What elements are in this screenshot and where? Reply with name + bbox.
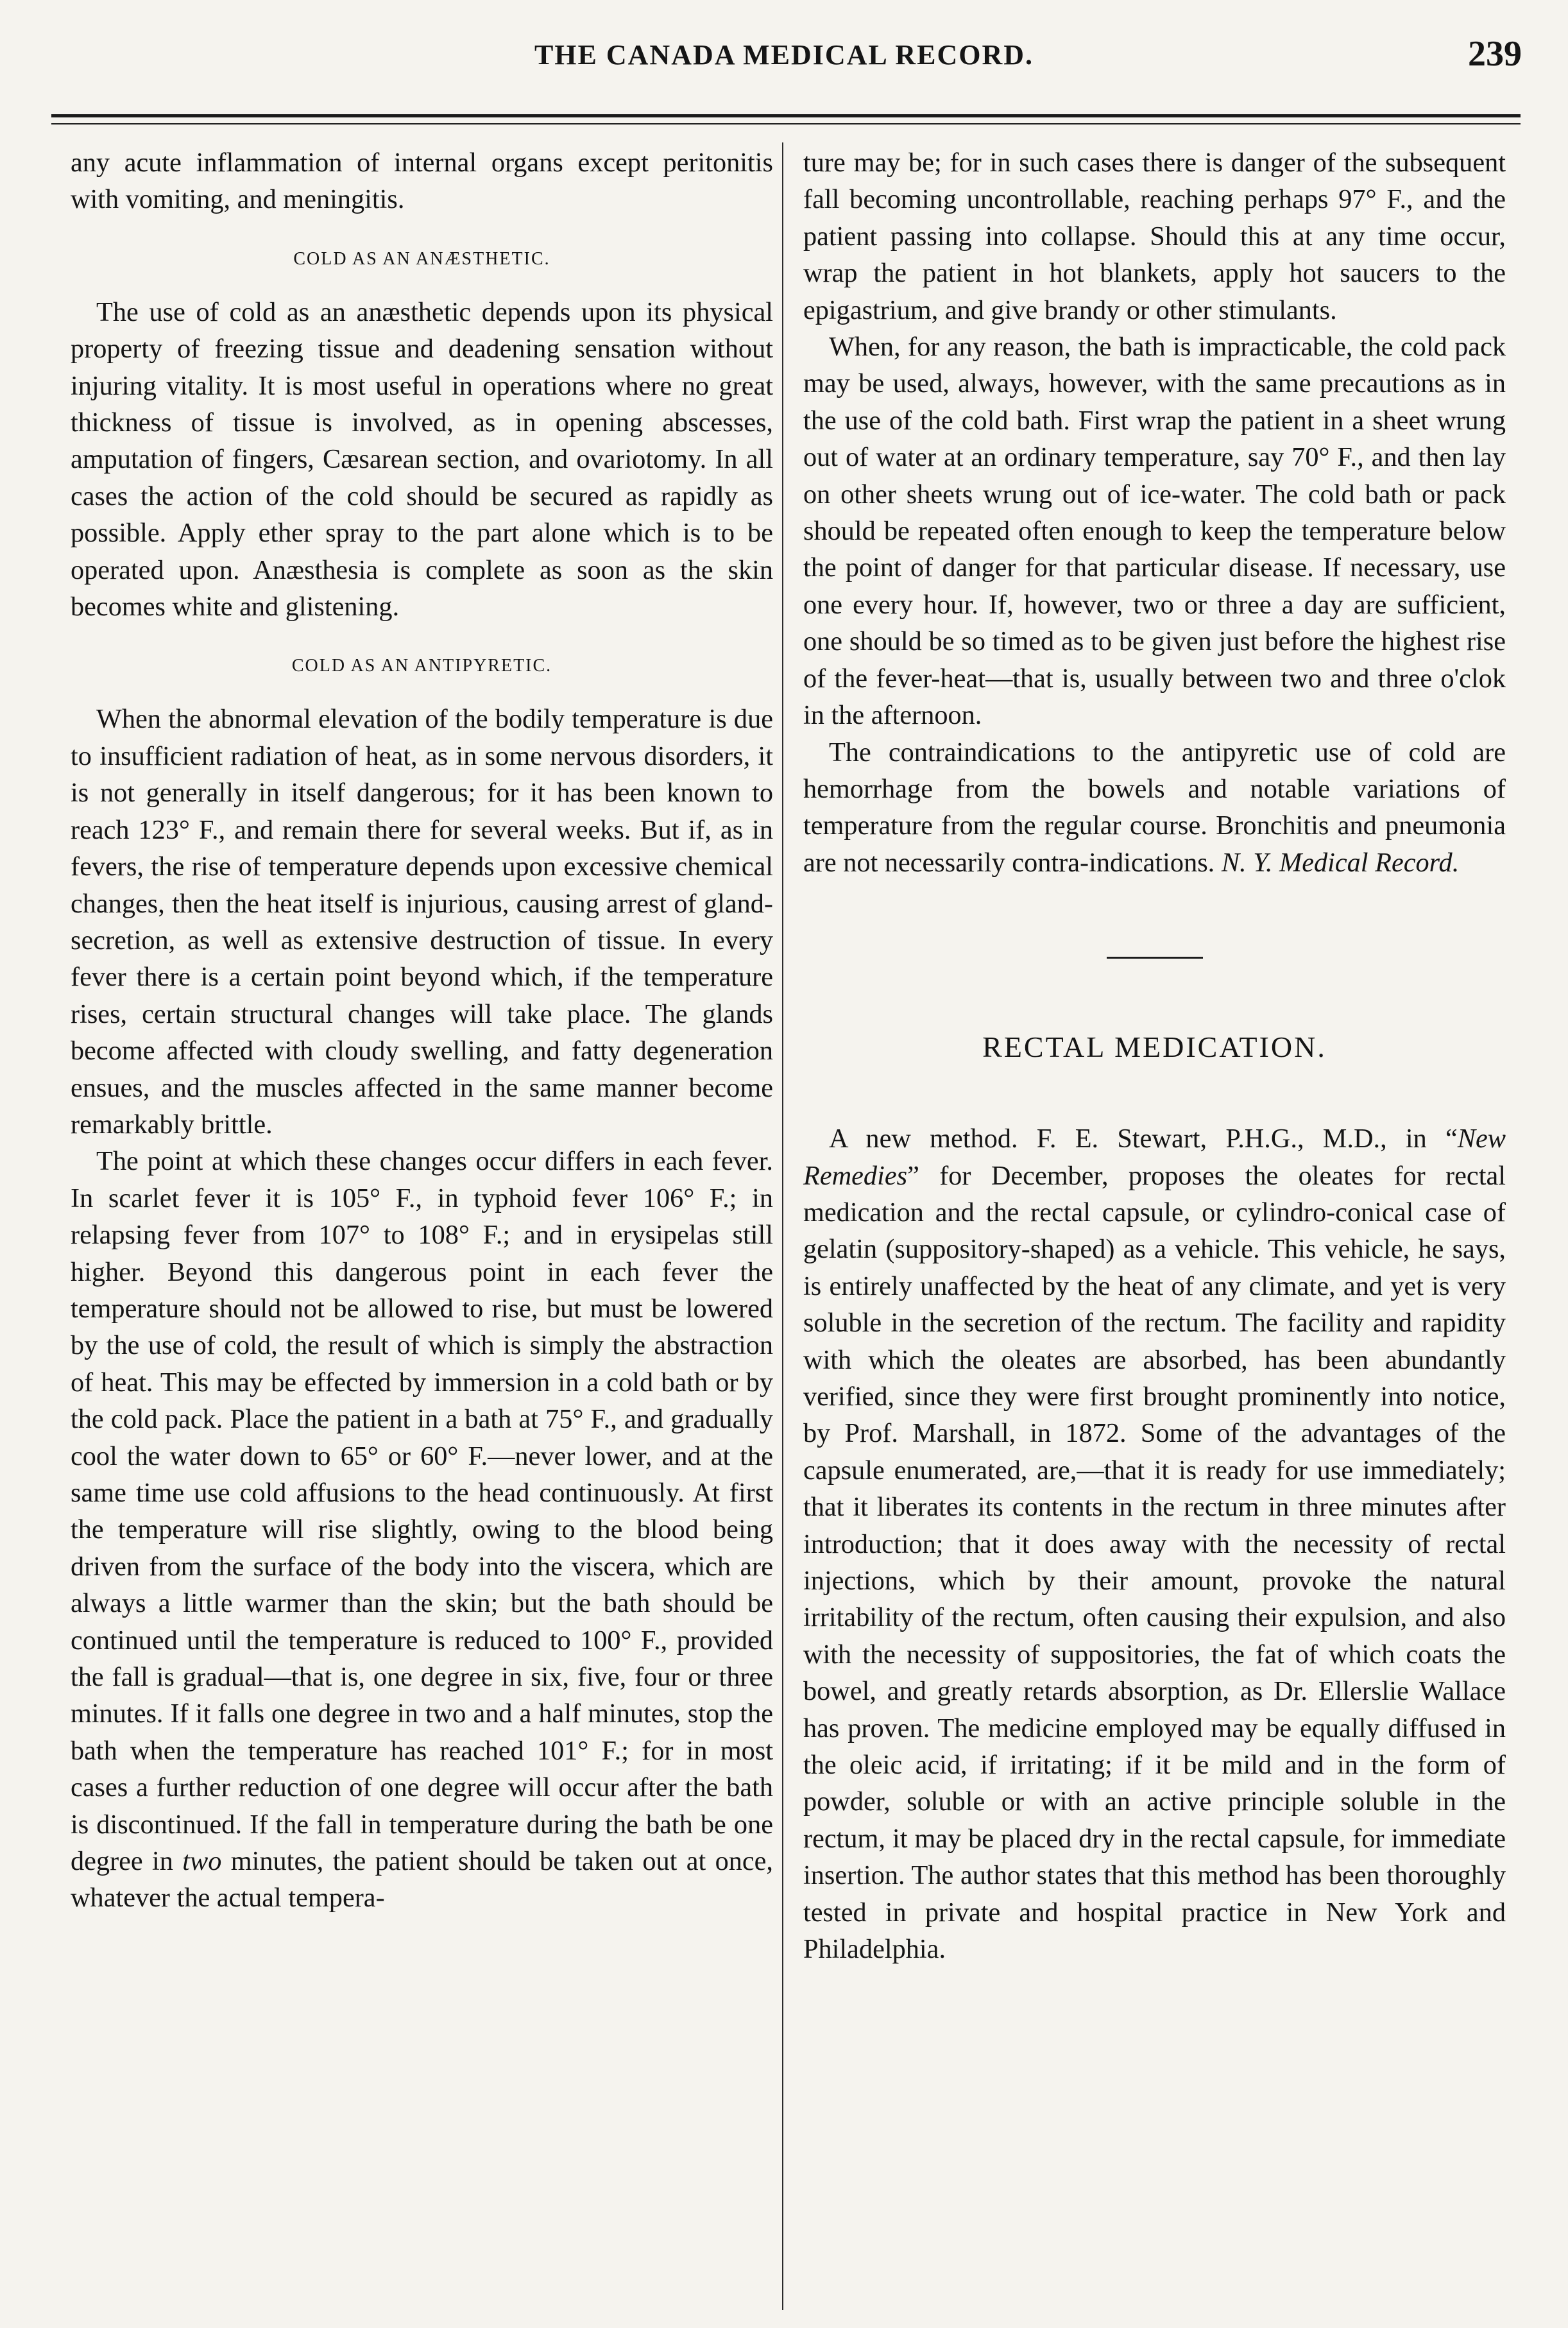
contraindications-text: The contraindications to the antipyretic use of cold are hemorrhage from the bowels and notable variations of temperature from the regular course. Bronchitis and pneumonia are not necessarily contra-indications. [803, 737, 1506, 878]
fever-italic-two: two [182, 1846, 222, 1877]
column-divider [782, 142, 783, 2310]
header-rule-thin [51, 123, 1521, 124]
paragraph-anaesthetic: The use of cold as an anæsthetic depends upon its physical property of freezing tissue and deadening sensation without injuring vitality. It is most useful in operations where no great thickness of tissue is involved, as in opening abscesses, amputation of fingers, Cæsarean section, and ovariotomy. In all cases the action of the cold should be secured as rapidly as possible. Apply ether spray to the part alone which is to be operated upon. Anæsthesia is complete as soon as the skin becomes white and glistening. [71, 296, 773, 622]
subhead-anaesthetic: COLD AS AN ANÆSTHETIC. [293, 248, 550, 269]
paragraph-cold-pack: When, for any reason, the bath is impracticable, the cold pack may be used, always, however, with the same precautions as in the use of the cold bath. First wrap the patient in a sheet wrung out of water at an ordinary temperature, say 70° F., and then lay on other sheets wrung out of ice-water. The cold bath or pack should be repeated often enough to keep the temperature below the point of danger for that particular disease. If necessary, use one every hour. If, however, two or three a day are sufficient, one should be so timed as to be given just before the highest rise of the fever-heat—that is, usually between two and three o'clok in the afternoon. [803, 332, 1506, 731]
paragraph-rectal-method [803, 1120, 1506, 1967]
journal-title: THE CANADA MEDICAL RECORD. [534, 39, 1034, 71]
section-separator-rule [1107, 957, 1203, 959]
fever-text-end: minutes, the patient should be taken out at once, whatever the actual tempera- [71, 1846, 773, 1913]
rectal-text-end: ” for December, proposes the oleates for rectal medication and the rectal capsule, or cylindro-conical case of gelatin (suppository-shaped) as a vehicle. This vehicle, he says, is entirely unaffected by the heat of any climate, and yet is very soluble in the secretion of the rectum. The facility and rapidity with which the oleates are absorbed, has been abundantly verified, since they were first brought prominently into notice, by Prof. Marshall, in 1872. Some of the advantages of the capsule enumerated, are,—that it is ready for use immediately; that it liberates its contents in the rectum in three minutes after introduction; that it does away with the necessity of rectal injections, which by their amount, provoke the natural irritability of the rectum, often causing their expulsion, and also with the necessity of suppositories, the fat of which coats the bowel, and greatly retards absorption, as Dr. Ellerslie Wallace has proven. The medicine employed may be equally diffused in the oleic acid, if irritating; if it be mild and in the form of powder, soluble or with an active principle soluble in the rectum, it may be placed dry in the rectal capsule, for immediate insertion. The author states that this method has been thoroughly tested in private and hospital practice in New York and Philadelphia. [803, 1160, 1506, 1965]
left-column [71, 144, 773, 1917]
paragraph-continuation: ture may be; for in such cases there is danger of the subsequent fall becoming uncontrollable, reaching perhaps 97° F., and the patient passing into collapse. Should this at any time occur, wrap the patient in hot blankets, apply hot saucers to the epigastrium, and give brandy or other stimulants. [803, 148, 1506, 325]
source-citation: N. Y. Medical Record. [1221, 847, 1460, 878]
paragraph-inflammation: any acute inflammation of internal organs except peritonitis with vomiting, and meningitis. [71, 148, 773, 215]
running-head [0, 33, 1568, 85]
publication-name: New Remedies [803, 1124, 1506, 1191]
page-number: 239 [1468, 34, 1522, 74]
subhead-antipyretic: COLD AS AN ANTIPYRETIC. [291, 656, 552, 676]
header-rule-thick [51, 114, 1521, 117]
paragraph-bodily-temperature: When the abnormal elevation of the bodily temperature is due to insufficient radiation of heat, as in some nervous disorders, it is not generally in itself dangerous; for it has been known to reach 123° F., and remain there for several weeks. But if, as in fevers, the rise of temperature depends upon excessive chemical changes, then the heat itself is injurious, causing arrest of gland-secretion, as well as extensive destruction of tissue. In every fever there is a certain point beyond which, if the temperature rises, certain structural changes will take place. The glands become affected with cloudy swelling, and fatty degeneration ensues, and the muscles affected in the same manner become remarkably brittle. [71, 704, 773, 1140]
paragraph-fever-points [71, 1143, 773, 1917]
paragraph-contraindications [803, 734, 1506, 882]
rectal-text-start: A new method. F. E. Stewart, P.H.G., M.D., in “ [829, 1124, 1458, 1154]
fever-text-start: The point at which these changes occur differs in each fever. In scarlet fever it is 105° F., in typhoid fever 106° F.; in relapsing fever from 107° to 108° F.; and in erysipelas still higher. Beyond this dangerous point in each fever the temperature should not be allowed to rise, but must be lowered by the use of cold, the result of which is simply the abstraction of heat. This may be effected by immersion in a cold bath or by the cold pack. Place the patient in a bath at 75° F., and gradually cool the water down to 65° or 60° F.—never lower, and at the same time use cold affusions to the head continuously. At first the temperature will rise slightly, owing to the blood being driven from the surface of the body into the viscera, which are always a little warmer than the skin; but the bath should be continued until the temperature is reduced to 100° F., provided the fall is gradual—that is, one degree in six, five, four or three minutes. If it falls one degree in two and a half minutes, stop the bath when the temperature has reached 101° F.; for in most cases a further reduction of one degree will occur after the bath is discontinued. If the fall in temperature during the bath be one degree in [71, 1146, 773, 1877]
section-title-rectal-medication: RECTAL MEDICATION. [982, 1031, 1327, 1064]
right-column [803, 144, 1506, 1967]
